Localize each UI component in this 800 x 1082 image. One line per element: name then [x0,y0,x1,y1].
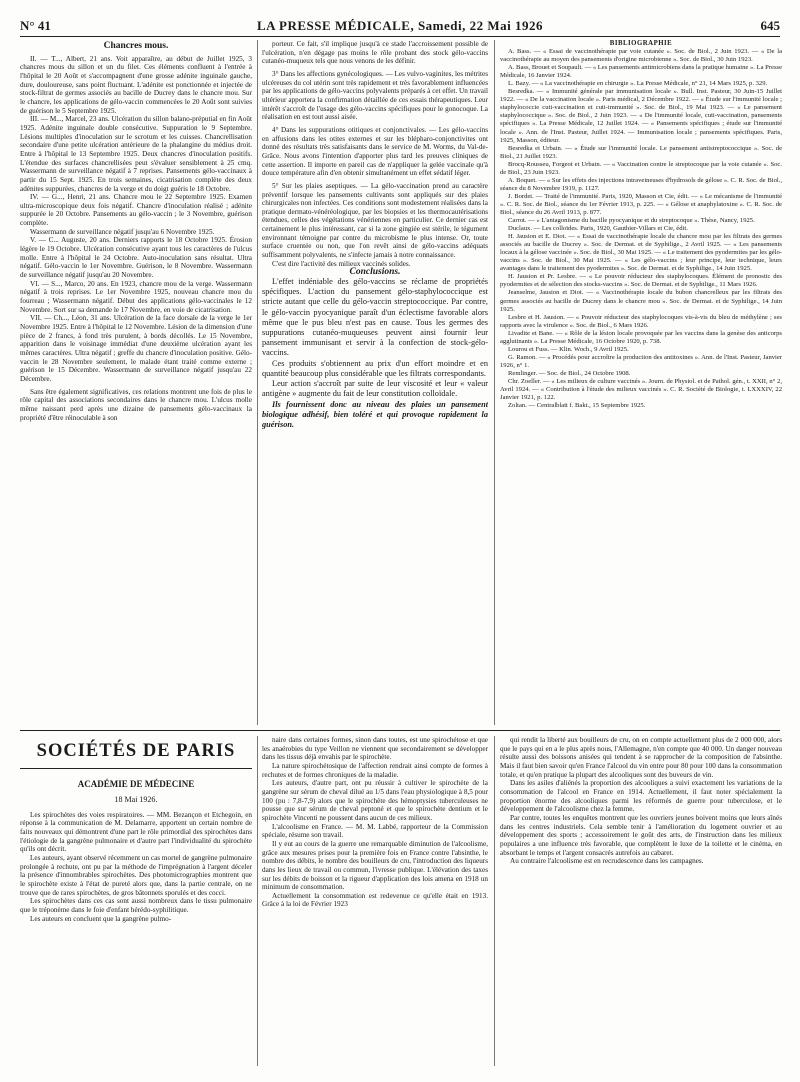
report-paragraph: Les auteurs, d'autre part, ont pu réussir à cultiver le spirochète de la gangrène sur sérum de cheval dilué au 1/5 dans l'eau physiologique à 8,5 pour 100 (pu : 7,8-7,9) alors que le spirochète des hémoptysies tuberculeuses ne pousse que sur sérum de cheval peptoné et que le spirochète dentium et le spirochète Vincenti ne poussent dans aucun de ces milieux. [262,779,488,822]
case-paragraph: VII. — Ch..., Léon, 31 ans. Ulcération de la face dorsale de la verge le 1er Novembre 1925. Entre à l'hôpital le 12 Novembre. Lésion de la dimension d'une pièce de 2 francs, à fond très purulent, à bords décollés. Le 15 Novembre, apparition dans le voisinage immédiat d'une deuxième ulcération ayant les mêmes caractères. Ultra négatif ; greffe du chancre d'inoculation positive. Gélo-vaccin le 28 Novembre seulement, le malade étant traité comme externe ; guérison le 15 Décembre. Wassermann de surveillance négatif jusqu'au 22 Décembre. [20,314,252,383]
report-paragraph: Les auteurs, ayant observé récemment un cas mortel de gangrène pulmonaire prolongée à rechute, ont pu par la méthode de l'imprégnation à l'argent déceler la présence d'innombrables spirochètes. Des photomicrographies montrent que le spirochète existe à l'état de pureté alors que, dans la partie centrale, on ne trouve que de rares spirochètes, de gros bâtonnets sporulés et des cocci. [20,853,252,897]
bibliography-entry: Chr. Zoeller. — « Les milieux de culture vaccinés ». Journ. de Physiol. et de Pathol. gén., t. XXII, n° 2, Avril 1924. — « Contribution à l'étude des milieux vaccinés ». C. R. Société de Biologie, t. LXXXIV, 22 Janvier 1921, p. 122. [500,377,782,402]
conclusions-heading: Conclusions. [349,267,401,278]
bibliography-entry: H. Jausion et Pr. Lesbre. — « Le pouvoir réducteur des staphylocoques. Élément de pronostic des pyodermites et de sélection des stocks-vaccins ». Soc. de Dermat. et de Syphilige., 11 Mars 1926. [500,273,782,289]
body-paragraph: C'est dire l'activité des milieux vaccinés solides. [272,259,411,268]
report-paragraph: Dans les asiles d'aliénés la proportion des alcooliques a suivi exactement les variations de la consommation de l'alcool en France en 1914. Actuellement, il faut noter spécialement la proportion énorme des alcooliques parmi les réformés de guerre pour tuberculose, et le développement de l'alcoolisme chez la femme. [500,779,782,814]
bibliography-entry: G. Ramon. — « Procédés pour accroître la production des antitoxines ». Ann. de l'Inst. Pasteur, Janvier 1926, n° 1. [500,353,782,369]
report-paragraph: Au contraire l'alcoolisme est en recrudescence dans les campagnes. [510,857,704,866]
case-paragraph: IV. — G..., Henri, 21 ans. Chancre mou le 22 Septembre 1925. Examen ultra-microscopique deux fois négatif. Chancre d'inoculation réalisé ; adénite suppurée le 20 Octobre. Pansements au gélo-vaccin ; le 3 Novembre, guérison complète. [20,193,252,228]
report-paragraph: qui rendit la liberté aux bouilleurs de cru, on en compte actuellement plus de 2 000 000, alors que le pays qui en a le plus après nous, l'Allemagne, n'en compte que 40 000. Un danger nouveau résulte aussi des boissons anisées qui tendent à se rapprocher de la composition de l'absinthe. Mais il faut bien savoir qu'en France l'alcool du vin entre pour 80 pour 100 dans la consommation totale, et qu'en pratique la plupart des alcooliques sont des buveurs de vin. [500,736,782,779]
societes-title: SOCIÉTÉS DE PARIS [20,738,252,769]
report-paragraph: Par contre, toutes les enquêtes montrent que les ouvriers jeunes boivent moins que leurs aînés dans les centres industriels. Cela semble tenir à l'amélioration du logement ouvrier et au développement des sports ; accessoirement le goût des arts, de l'instruction dans les milieux populaires a une influence très favorable, que complètent le luxe de la toilette et le cinéma, en absorbant le temps et l'argent consacrés autrefois au cabaret. [500,813,782,857]
body-paragraph: Sans être également significatives, ces relations montrent une fois de plus le rôle capital des associations secondaires dans le chancre mou. L'ulcus molle même naissant perd après une dizaine de pansements gélo-vaccinaux la propriété d'être réinoculable à son [20,387,252,422]
journal-title: LA PRESSE MÉDICALE, Samedi, 22 Mai 1926 [256,18,544,33]
page-number: 645 [760,18,780,33]
case-paragraph: VI. — S..., Marco, 20 ans. En 1923, chancre mou de la verge. Wassermann négatif à trois reprises. Le 1er Novembre 1925, nouveau chancre mou du fourreau ; Wassermann négatif. Début des applications gélo-vaccinales le 12 Novembre. Sort sur sa demande le 17 Novembre, en voie de cicatrisation. [20,279,252,314]
conclusion-paragraph: L'effet indéniable des gélo-vaccins se réclame de propriétés spécifiques. L'action du pansement gélo-staphylococcique est stricte autant que celle du gélo-vaccin streptococcique. Par contre, le gélo-vaccin pyocyanique paraît d'un éclectisme favorable alors même que le pus bleu n'est pas en cause. Tous les germes des suppurations cutanéo-muqueuses peuvent ainsi fournir leur pansement immunisant et servir à la confection de stock-gélo-vaccins. [262,277,488,358]
section-divider [20,730,780,731]
article-column-2 [262,40,488,722]
body-paragraph: 3° Dans les affections gynécologiques. — Les vulvo-vaginites, les métrites ulcéreuses du col utérin sont très rapidement et très favorablement influencées par les applications de gélo-vaccins polyvalents préparés à cet effet. Un travail ultérieur apportera la confirmation détaillée de ces essais thérapeutiques. Leur intérêt s'accroît de l'usage des gélo-vaccins spécifiques pour le gonocoque. La réalisation en est tout aussi aisée. [262,69,488,122]
bibliography-entry: L. Bazy. — « La vaccinothérapie en chirurgie ». La Presse Médicale, n° 21, 14 Mars 1925, p. 329. [508,80,768,88]
bibliography-entry: Duclaux. — Les colloïdes. Paris, 1920, Gauthier-Villars et Cie, édit. [508,225,688,233]
body-paragraph: porteur. Ce fait, s'il implique jusqu'à ce stade l'accroissement possible de l'ulcération, n'en dégage pas moins le rôle probant des stock gélo-vaccins cutanéo-muqueux tels que nous venons de les définir. [262,40,488,66]
bibliography-entry: Zoltan. — Centralblatt f. Bakt., 15 Septembre 1925. [508,402,646,410]
report-paragraph: Il y eut au cours de la guerre une remarquable diminution de l'alcoolisme, grâce aux mesures prises pour la première fois en France contre l'absinthe, le nombre des débits, le nombre des bouilleurs de cru, l'introduction des liqueurs dans les lieux de travail ou commun, l'ivresse publique. L'élévation des taxes sur les débits de boisson et la rigueur d'application des lois amena en 1918 un minimum de consommation. [262,839,488,892]
column-divider [257,40,258,725]
societes-column-1 [20,738,252,1068]
academy-heading: ACADÉMIE DE MÉDECINE [77,779,195,789]
report-paragraph: L'alcoolisme en France. — M. M. Labbé, rapporteur de la Commission spéciale, résume son travail. [262,822,488,840]
conclusion-paragraph: Ces produits s'obtiennent au prix d'un effort moindre et en quantité beaucoup plus considérable que les filtrats correspondants. [262,358,488,378]
report-paragraph: naire dans certaines formes, sinon dans toutes, est une spirochétose et que les anaérobies du type Veillon ne viennent que secondairement se développer dans les tissus déjà envahis par le spirochète. [262,736,488,762]
column-divider [494,40,495,725]
body-paragraph: 5° Sur les plaies aseptiques. — La gélo-vaccination prend au caractère préventif lorsque les pansements cultivants sont appliqués sur des plaies chirurgicales non infectées. Ces conditions sont modestement réalisées dans la pratique dermato-vénéréologique, par les biopsies et les thermocautérisations étendues, celles des végétations vénériennes en particulier. Ce dernier cas est certainement le plus intéressant, car si la zone gingiée est stérile, le tégument environnant témoigne par contre du microbisme le plus intense. Or, toute surface cruentée ou non, que l'on revêt ainsi de gélo-vaccins adéquats suffisamment polyvalents, ne s'infecte jamais à notre connaissance. [262,181,488,260]
body-paragraph: 4° Dans les suppurations otitiques et conjonctivales. — Les gélo-vaccins en affusions dans les otites externes et sur les blépharo-conjonctivites ont donné des résultats très satisfaisants dans le service de M. Worms, du Val-de-Grâce. Nous avons l'intention d'apporter plus tard les preuves cliniques de cette assertion. Il importe en pareil cas de n'appliquer la gelée vaccinale qu'à douce température afin d'en obtenir simultanément un effet sédatif léger. [262,125,488,178]
article-column-1 [20,40,252,722]
bibliography-entry: A. Boquet. — « Sur les effets des injections intraveineuses d'hydrosols de gélose ». C. R. Soc. de Biol., séance du 8 Novembre 1919, p. 1127. [500,176,782,192]
column-divider [257,736,258,1066]
case-paragraph: II. — T..., Albert, 21 ans. Voit apparaître, au début de Juillet 1925, 3 chancres mous du sillon et un du filet. Ces éléments confluent à l'entrée à l'hôpital le 20 Août et s'accompagnent d'une grosse adénite inguinale gauche, dure, douloureuse, sans point fluctuant. L'adénite est ponctionnée et injectée de stock-filtrat de germes associés au bacille de Ducrey dans le chancre mou. Sur le chancre, les applications de gélo-vaccin commencées le 20 Août sont suivies de guérison le 5 Septembre 1925. [20,54,252,115]
conclusion-paragraph: Leur action s'accroît par suite de leur viscosité et leur « valeur antigène » augmente du fait de leur constitution colloïdale. [262,379,488,399]
bibliography-entry: A. Bass, Brouet et Soupault. — « Les pansements antimicrobiens dans la pratique humaine ». La Presse Médicale, 16 Janvier 1924. [500,64,782,80]
bibliography-entry: J. Bordet. — Traité de l'immunité. Paris, 1920, Masson et Cie, édit. — « Le mécanisme de l'immunité ». C. R. Soc. de Biol., séance du 1er Février 1913, p. 225. — « Gélose et anaphylatoxine ». C. R. Soc. de Biol., séance du 26 Avril 1913, p. 877. [500,192,782,216]
bibliography-entry: Jeanselme, Jausion et Diot. — « Vaccinothérapie locale du bubon chancrelleux par les filtrats des germes associés au bacille de Ducrey dans le chancre mou ». Soc. de Dermat. et de Syphilige., 14 Juin 1925. [500,289,782,313]
bibliography-entry: H. Jausion et E. Diot. — « Essai de vaccinothérapie locale du chancre mou par les filtrats des germes associés au bacille de Ducrey ». Soc. de Dermat. et de Syphilige., 2 Avril 1925. — « Les pansements locaux à la gélose vaccinée ». Soc. de Biol., 30 Mai 1925. — « Le traitement des pyodermites par les gélo-vaccins ». Soc. de Biol., 30 Mai 1925. — « Les gélo-vaccins ; leur principe, leur technique, leurs avantages dans le traitement des pyodermites ». Soc. de Dermat. et de Syphilige., 14 Juin 1925. [500,233,782,273]
bibliography-entry: Carrot. — « L'antagonisme du bacille pyocyanique et du streptocoque ». Thèse, Nancy, 1925. [508,217,755,225]
bibliography-entry: Brocq-Rousseu, Forgeot et Urbain. — « Vaccination contre le streptocoque par la voie cutanée ». Soc. de Biol., 23 Juin 1923. [500,160,782,176]
societes-column-2 [262,736,488,1068]
report-paragraph: Les auteurs en concluent que la gangrène pulmo- [30,914,172,923]
bibliography-entry: Lesbre et H. Jausion. — « Pouvoir réducteur des staphylocoques vis-à-vis du bleu de méthylène ; ses rapports avec la virulence ». Soc. de Biol., 6 Mars 1926. [500,313,782,329]
bibliography-entry: Besredka. — « Immunité générale par immunisation locale ». Bull. Inst. Pasteur, 30 Juin-15 Juillet 1922. — « De la vaccination locale ». Paris médical, 2 Décembre 1922. — « Étude sur l'immunité locale ; staphylococcie cuti-vaccination et cuti-immunité ». Soc. de Biol., 19 Mai 1923. — « Le pansement staphylococcique ». Soc. de Biol., 2 Juin 1923. — « De l'immunité locale, cuti-vaccination, pansements spécifiques ». La Presse Médicale, 12 Juillet 1924. — « Pansements spécifiques ; étude sur l'immunité locale ». Ann. de l'Inst. Pasteur, Juillet 1924. — Immunisation locale ; pansements spécifiques. Paris, 1925, Masson, éditeur. [500,88,782,144]
column-divider [494,736,495,1066]
masthead [20,18,780,37]
case-paragraph: III. — M..., Marcel, 23 ans. Ulcération du sillon balano-préputial en fin Août 1925. Adénite inguinale double consécutive. Suppuration le 9 Septembre. Lésions multiples d'inoculation sur le scrotum et les cuisses. Chancrellisation secondaire d'une petite ulcération antérieure de la phalangine du médius droit. Entre à l'hôpital le 13 Septembre 1925. Deux chancres d'inoculation positifs. L'étendue des surfaces chancrellisées peut s'évaluer sensiblement à 25 cmq. Wassermann de surveillance négatif à 7 reprises. Pansements gélo-vaccinaux à partir du 15 Sept. 1925. En trois semaines, cicatrisation complète des deux adénites suppurées, chancres de la verge et du doigt guéris le 18 Octobre. [20,115,252,193]
session-date: 18 Mai 1926. [114,795,158,804]
conclusion-paragraph: Ils fournissent donc au niveau des plaies un pansement biologique adhésif, bien toléré et qui provoque rapidement la guérison. [262,399,488,429]
bibliography-heading: BIBLIOGRAPHIE [609,40,673,47]
case-paragraph: Wassermann de surveillance négatif jusqu'au 6 Novembre 1925. [30,227,215,236]
bibliography-column [500,40,782,725]
section-heading-chancres: Chancres mous. [103,41,169,51]
societes-column-3 [500,736,782,1068]
bibliography-entry: Besredka et Urbain. — « Étude sur l'immunité locale. Le pansement antistreptococcique ». Soc. de Biol., 21 Juillet 1923. [500,144,782,160]
bibliography-entry: Lourou et Fuss. — Klin. Woch., 9 Avril 1925. [508,345,629,353]
report-paragraph: Les spirochètes des voies respiratoires. — MM. Bezançon et Etchegoin, en réponse à la communication de M. Delamarre, apportent un certain nombre de faits nouveaux qui démontrent d'une part le rôle primordial des spirochètes dans l'étiologie de la gangrène pulmonaire et d'autre part l'individualité du spirochète qu'ils ont décrit. [20,810,252,854]
bibliography-entry: Remlinger. — Soc. de Biol., 24 Octobre 1908. [508,369,631,377]
bibliography-entry: A. Bass. — « Essai de vaccinothérapie par voie cutanée ». Soc. de Biol., 2 Juin 1923. — « De la vaccinothérapie au moyen des pansements d'origine microbienne ». Soc. de Biol., 30 Juin 1923. [500,48,782,64]
report-paragraph: Les spirochètes dans ces cas sont aussi nombreux dans le tissu pulmonaire que le tréponème dans le foie d'enfant hérédo-syphilitique. [20,897,252,914]
case-paragraph: V. — C... Auguste, 20 ans. Derniers rapports le 18 Octobre 1925. Érosion légère le 19 Octobre. Ulcération consécutive ayant tous les caractères de l'ulcus molle. Entre à l'hôpital le 24 Octobre. Auto-inoculation sans résultat. Ultra négatif. Gélo-vaccin le 1er Novembre. Guérison, le 8 Novembre. Wassermann de surveillance négatif jusqu'au 20 Novembre. [20,236,252,280]
report-paragraph: La nature spirochétosique de l'affection rendrait ainsi compte de formes à rechutes et de formes chroniques de la maladie. [262,761,488,779]
bibliography-entry: Livadite et Bane. — « Rôle de la lésion locale provoquée par les vaccins dans la genèse des anticorps agglutinants ». La Presse Médicale, 16 Octobre 1920, p. 738. [500,329,782,345]
issue-number: N° 41 [20,18,51,33]
report-paragraph: Actuellement la consommation est redevenue ce qu'elle était en 1913. Grâce à la loi de Février 1923 [262,891,488,909]
